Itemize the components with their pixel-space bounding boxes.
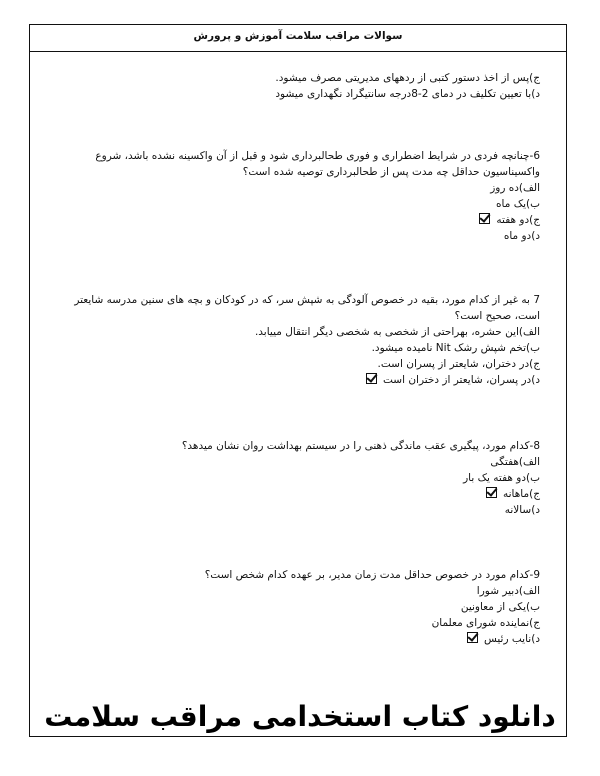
- option-item: الف)هفتگی: [490, 456, 540, 468]
- question-9: [60, 567, 540, 647]
- question-7: [60, 292, 540, 388]
- option-item: د)دو ماه: [503, 230, 540, 242]
- option-item-selected: ج)ماهانه: [60, 486, 540, 502]
- page-header-title: سوالات مراقب سلامت آموزش و پرورش: [193, 30, 403, 42]
- question-text: 9-کدام مورد در خصوص حداقل مدت زمان مدیر، بر عهده کدام شخص است؟: [204, 569, 540, 581]
- option-item: ب)یکی از معاونین: [460, 601, 540, 613]
- checkbox-checked-icon: [467, 632, 478, 643]
- option-item: الف)دبیر شورا: [476, 585, 540, 597]
- option-item: الف)ده روز: [490, 182, 540, 194]
- question-text: 7 به غیر از کدام مورد، بقیه در خصوص آلودگی به شپش سر، که در کودکان و بچه های سنین مدرسه شایعتر است، صحیح است؟: [74, 294, 540, 322]
- question-6: [60, 148, 540, 244]
- header-divider: [29, 51, 567, 52]
- option-item: ج)در دختران، شایعتر از پسران است.: [377, 358, 540, 370]
- question-text: 6-چنانچه فردی در شرایط اضطراری و فوری طحالبرداری شود و قبل از آن واکسینه نشده باشد، شروع واکسیناسیون حداقل چه مدت پس از طحالبرداری توصیه شده است؟: [95, 150, 540, 178]
- question-text: 8-کدام مورد، پیگیری عقب ماندگی ذهنی را در سیستم بهداشت روان نشان میدهد؟: [181, 440, 540, 452]
- option-item: د)با تعیین تکلیف در دمای 2-8درجه سانتیگراد نگهداری میشود: [275, 88, 540, 100]
- option-item: ج)پس از اخذ دستور کتبی از ردههای مدیریتی مصرف میشود.: [275, 72, 540, 84]
- option-item: ب)یک ماه: [496, 198, 540, 210]
- option-item: د)سالانه: [504, 504, 540, 516]
- question-8: [60, 438, 540, 518]
- option-item-selected: د)نایب رئیس: [60, 631, 540, 647]
- option-item: ب)تخم شپش رشک Nit نامیده میشود.: [371, 342, 540, 354]
- checkbox-checked-icon: [366, 373, 377, 384]
- option-item-selected: د)در پسران، شایعتر از دختران است: [60, 372, 540, 388]
- intro-options: [60, 70, 540, 102]
- option-item: ج)نماینده شورای معلمان: [431, 617, 540, 629]
- checkbox-checked-icon: [486, 487, 497, 498]
- option-item: ب)دو هفته یک بار: [463, 472, 540, 484]
- option-item: الف)این حشره، بهراحتی از شخصی به شخصی دیگر انتقال مییابد.: [254, 326, 540, 338]
- option-item-selected: ج)دو هفته: [60, 212, 540, 228]
- checkbox-checked-icon: [479, 213, 490, 224]
- download-banner: دانلود کتاب استخدامی مراقب سلامت: [44, 700, 556, 733]
